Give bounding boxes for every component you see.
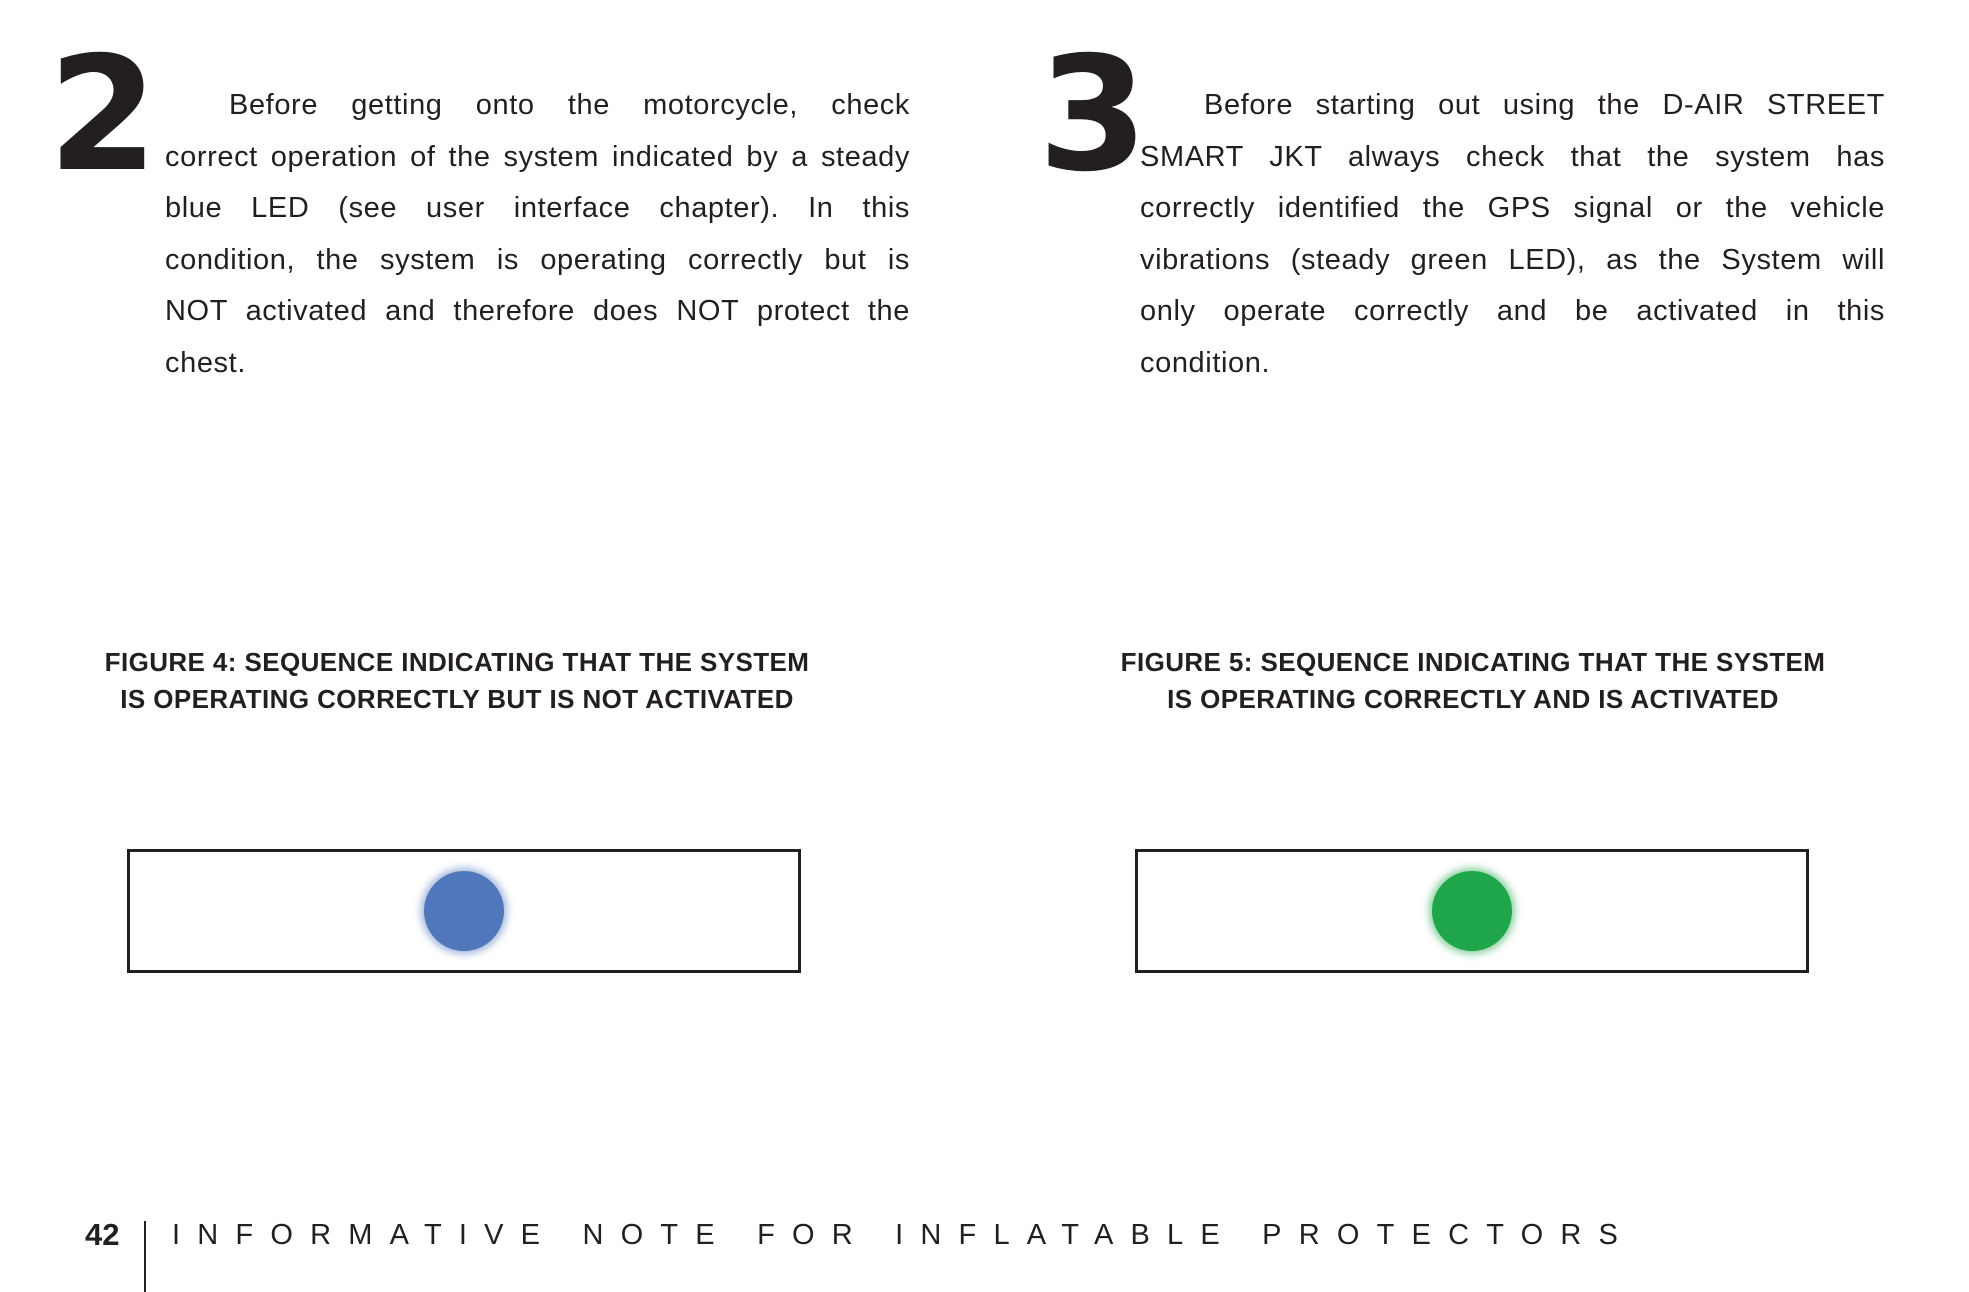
figure-4-led-panel: [127, 849, 801, 973]
figure-5-led-panel: [1135, 849, 1809, 973]
footer-title: INFORMATIVE NOTE FOR INFLATABLE PROTECTORS: [172, 1219, 1636, 1251]
green-led-icon: [1432, 871, 1512, 951]
step-2-text: Before getting onto the motorcycle, check correct operation of the system indicated by a steady blue LED (see user interface chapter). In this condition, the system is operating correctly but is NOT activated and therefore does NOT protect the chest.: [165, 89, 910, 379]
figure-4-caption-line-2: IS OPERATING CORRECTLY BUT IS NOT ACTIVATED: [120, 684, 794, 714]
figure-5-caption-line-2: IS OPERATING CORRECTLY AND IS ACTIVATED: [1167, 684, 1779, 714]
step-number-2: 2: [48, 23, 154, 207]
blue-led-icon: [424, 871, 504, 951]
figure-5-caption: [1063, 644, 1883, 718]
step-3-paragraph: [1140, 80, 1885, 389]
step-2-paragraph: [165, 80, 910, 389]
figure-4-caption-line-1: FIGURE 4: SEQUENCE INDICATING THAT THE SYSTEM: [104, 647, 810, 677]
step-3-text: Before starting out using the D-AIR STREET SMART JKT always check that the system has correctly identified the GPS signal or the vehicle vibrations (steady green LED), as the System will only operate correctly and be activated in this condition.: [1140, 89, 1885, 379]
step-number-3: 3: [1038, 23, 1144, 207]
figure-4-caption: [47, 644, 867, 718]
figure-5-caption-line-1: FIGURE 5: SEQUENCE INDICATING THAT THE SYSTEM: [1120, 647, 1826, 677]
footer-divider: [144, 1221, 146, 1292]
page-number: 42: [85, 1217, 120, 1252]
